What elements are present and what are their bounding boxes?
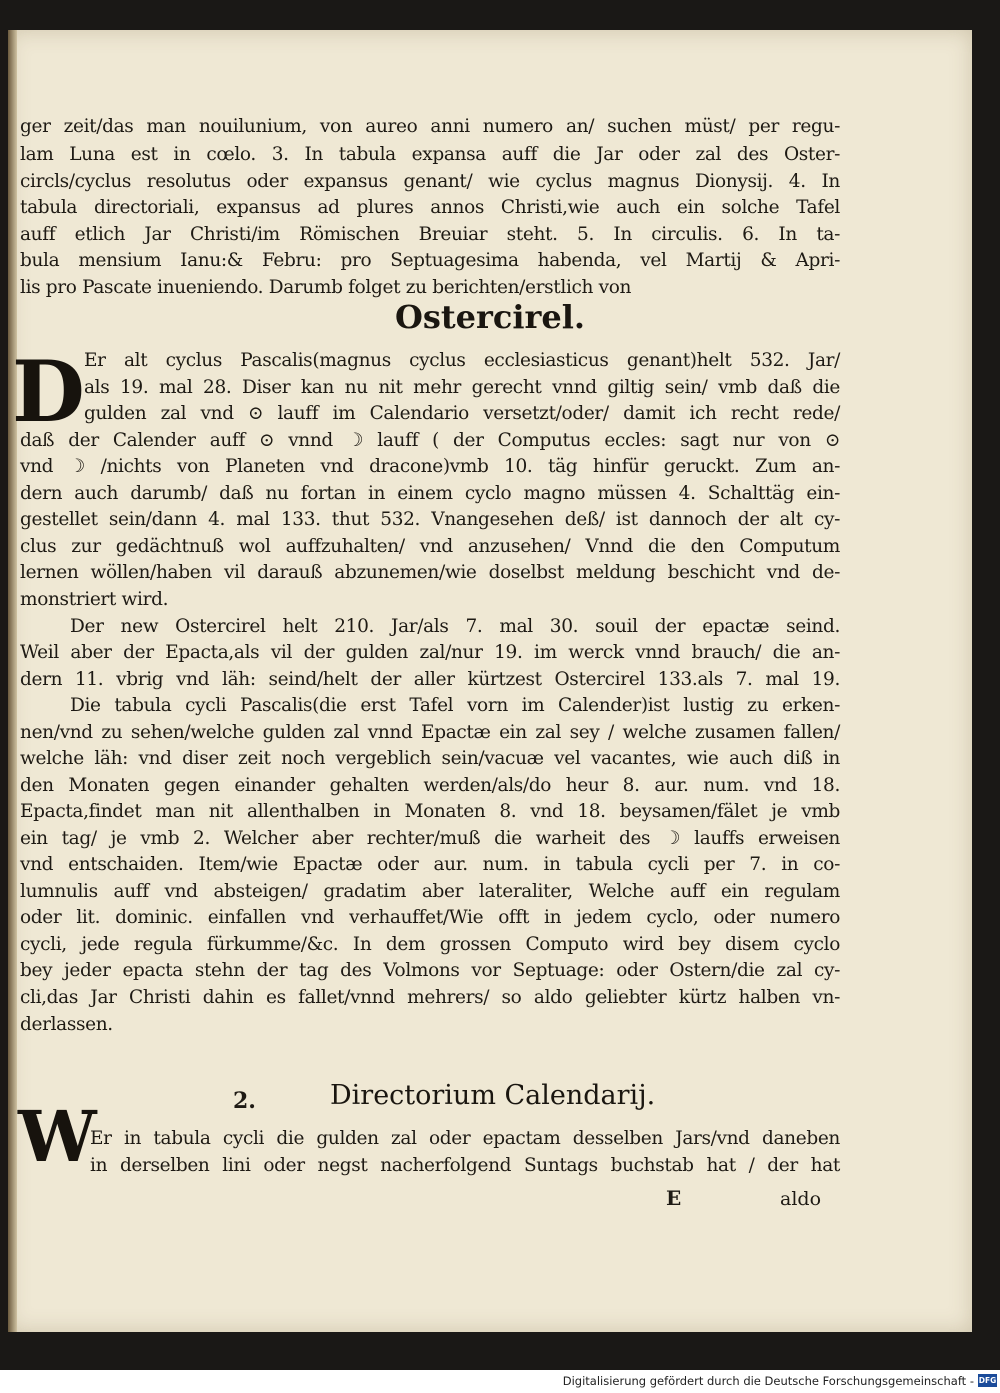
- text-line: Epacta,findet man nit allenthalben in Monaten 8. vnd 18. beysamen/fälet je vmb: [20, 801, 840, 822]
- text-line: monstriert wird.: [20, 589, 169, 610]
- section-heading-directorium: Directorium Calendarij.: [330, 1080, 656, 1111]
- text-line: welche läh: vnd diser zeit noch vergeblich sein/vacuæ vel vacantes, wie auch diß in: [20, 748, 840, 769]
- text-line: cli,das Jar Christi dahin es fallet/vnnd mehrers/ so aldo geliebter kürtz halben vn-: [20, 987, 840, 1008]
- text-line: clus zur gedächtnuß wol auffzuhalten/ vnd anzusehen/ Vnnd die den Computum: [20, 536, 840, 557]
- text-line: oder lit. dominic. einfallen vnd verhauffet/Wie offt in jedem cyclo, oder numero: [20, 907, 840, 928]
- funding-notice: Digitalisierung gefördert durch die Deutsche Forschungsgemeinschaft -: [562, 1374, 974, 1388]
- section-heading-ostercirel: Ostercirel.: [394, 298, 586, 336]
- text-line: den Monaten gegen einander gehalten werden/als/do heur 8. aur. num. vnd 18.: [20, 775, 840, 796]
- drop-cap-d: D: [12, 342, 85, 441]
- text-line: Der new Ostercirel helt 210. Jar/als 7. mal 30. souil der epactæ seind.: [70, 616, 840, 637]
- text-line: gulden zal vnd ⊙ lauff im Calendario versetzt/oder/ damit ich recht rede/: [84, 403, 840, 424]
- text-line: lumnulis auff vnd absteigen/ gradatim aber lateraliter, Welche auff ein regulam: [20, 881, 840, 902]
- text-line: ger zeit/das man nouilunium, von aureo anni numero an/ suchen müst/ per regu-: [20, 116, 840, 137]
- text-line: lis pro Pascate inueniendo. Darumb folget zu berichten/erstlich von: [20, 277, 632, 298]
- footer-bar: [0, 1370, 1000, 1393]
- text-line: Weil aber der Epacta,als vil der gulden zal/nur 19. im werck vnnd brauch/ die an-: [20, 642, 840, 663]
- text-line: bey jeder epacta stehn der tag des Volmons vor Septuage: oder Ostern/die zal cy-: [20, 960, 840, 981]
- text-line: als 19. mal 28. Diser kan nu nit mehr gerecht vnnd giltig sein/ vmb daß die: [84, 377, 840, 398]
- page-text: [8, 30, 972, 1332]
- text-line: auff etlich Jar Christi/im Römischen Breuiar steht. 5. In circulis. 6. In ta-: [20, 224, 840, 245]
- text-line: Die tabula cycli Pascalis(die erst Tafel vorn im Calender)ist lustig zu erken-: [70, 695, 840, 716]
- text-line: Er alt cyclus Pascalis(magnus cyclus ecclesiasticus genant)helt 532. Jar/: [84, 350, 840, 371]
- dfg-logo-icon: DFG: [978, 1376, 997, 1385]
- text-line: in derselben lini oder negst nacherfolgend Suntags buchstab hat / der hat: [90, 1155, 840, 1176]
- text-line: nen/vnd zu sehen/welche gulden zal vnnd Epactæ ein zal sey / welche zusamen fallen/: [20, 722, 840, 743]
- text-line: circls/cyclus resolutus oder expansus genant/ wie cyclus magnus Dionysij. 4. In: [20, 171, 840, 192]
- text-line: lernen wöllen/haben vil darauß abzunemen/wie doselbst meldung beschicht vnd de-: [20, 562, 840, 583]
- section-number: 2.: [233, 1088, 256, 1114]
- text-line: dern auch darumb/ daß nu fortan in einem cyclo magno müssen 4. Schalttäg ein-: [20, 483, 840, 504]
- text-line: gestellet sein/dann 4. mal 133. thut 532. Vnangesehen deß/ ist dannoch der alt cy-: [20, 509, 840, 530]
- text-line: cycli, jede regula fürkumme/&c. In dem grossen Computo wird bey disem cyclo: [20, 934, 840, 955]
- book-page: [8, 30, 972, 1332]
- text-line: dern 11. vbrig vnd läh: seind/helt der aller kürtzest Ostercirel 133.als 7. mal 19.: [20, 669, 840, 690]
- text-line: lam Luna est in cœlo. 3. In tabula expansa auff die Jar oder zal des Oster-: [20, 144, 840, 165]
- text-line: Er in tabula cycli die gulden zal oder epactam desselben Jars/vnd daneben: [90, 1128, 840, 1149]
- text-line: daß der Calender auff ⊙ vnnd ☽ lauff ( der Computus eccles: sagt nur von ⊙: [20, 430, 840, 451]
- text-line: derlassen.: [20, 1014, 113, 1035]
- text-line: vnd entschaiden. Item/wie Epactæ oder aur. num. in tabula cycli per 7. in co-: [20, 854, 840, 875]
- drop-cap-w: W: [18, 1095, 97, 1178]
- signature-mark: E: [666, 1186, 682, 1210]
- text-line: bula mensium Ianu:& Febru: pro Septuagesima habenda, vel Martij & Apri-: [20, 250, 840, 271]
- text-line: vnd ☽ /nichts von Planeten vnd dracone)vmb 10. täg hinfür geruckt. Zum an-: [20, 456, 840, 477]
- text-line: tabula directoriali, expansus ad plures annos Christi,wie auch ein solche Tafel: [20, 197, 840, 218]
- text-line: ein tag/ je vmb 2. Welcher aber rechter/muß die warheit des ☽ lauffs erweisen: [20, 828, 840, 849]
- catchword: aldo: [780, 1188, 822, 1210]
